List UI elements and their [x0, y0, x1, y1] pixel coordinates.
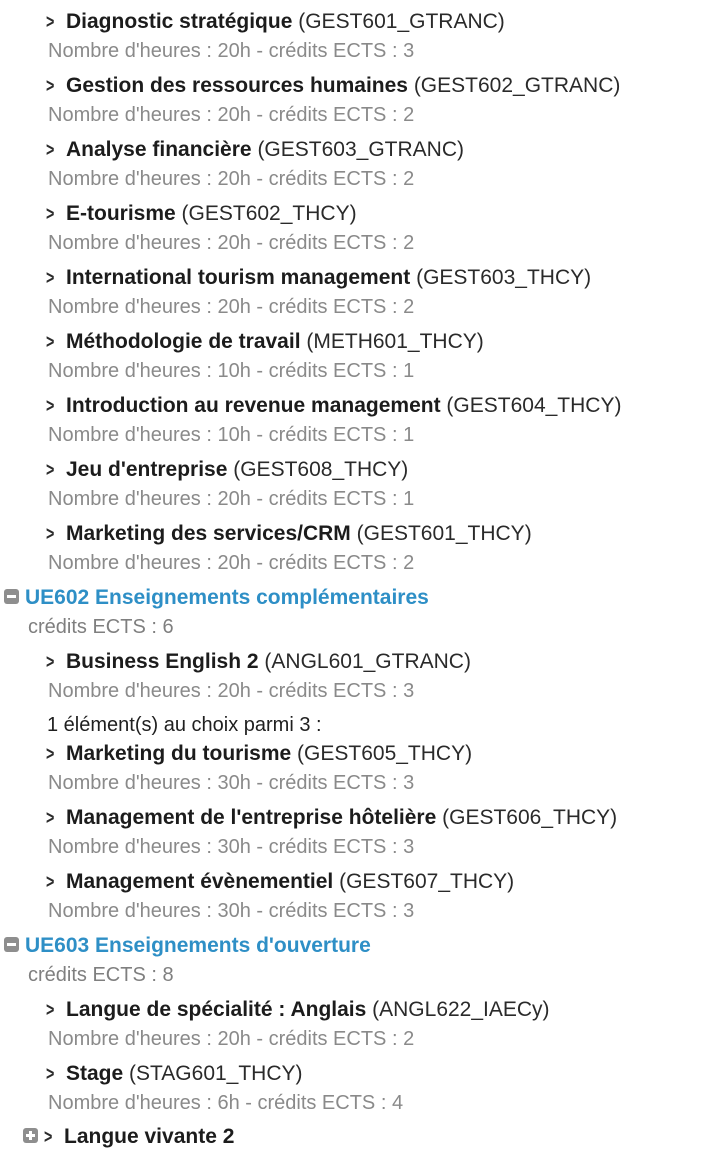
course-meta: Nombre d'heures : 20h - crédits ECTS : 2	[48, 168, 415, 190]
course-title-line[interactable]	[46, 739, 472, 769]
course-name[interactable]: International tourism management	[66, 266, 411, 289]
course-code: (GEST607_THCY)	[339, 870, 515, 893]
course-name[interactable]: Gestion des ressources humaines	[66, 74, 408, 97]
course-title-line[interactable]	[46, 803, 617, 833]
chevron-right-icon[interactable]: >	[46, 652, 55, 673]
course-title-line[interactable]	[46, 263, 591, 293]
choice-label: 1 élément(s) au choix parmi 3 :	[47, 714, 322, 736]
course-code: (GEST604_THCY)	[446, 394, 622, 417]
course-code: (GEST602_THCY)	[181, 202, 357, 225]
course-meta: Nombre d'heures : 6h - crédits ECTS : 4	[48, 1092, 404, 1114]
course-title-line[interactable]	[46, 391, 621, 421]
ue-title-line[interactable]	[4, 931, 371, 961]
course-item[interactable]	[46, 867, 514, 925]
ue-credits: crédits ECTS : 8	[28, 964, 174, 986]
course-name[interactable]: Analyse financière	[66, 138, 252, 161]
ue-credits: crédits ECTS : 6	[28, 616, 174, 638]
course-meta: Nombre d'heures : 20h - crédits ECTS : 2	[48, 552, 415, 574]
course-meta: Nombre d'heures : 20h - crédits ECTS : 1	[48, 488, 415, 510]
ue-title[interactable]: UE602 Enseignements complémentaires	[25, 586, 429, 609]
course-meta: Nombre d'heures : 20h - crédits ECTS : 2	[48, 296, 415, 318]
chevron-right-icon[interactable]: >	[46, 1064, 55, 1085]
course-item[interactable]	[46, 263, 591, 321]
chevron-right-icon[interactable]: >	[46, 1000, 55, 1021]
collapse-minus-icon[interactable]	[4, 937, 19, 952]
collapse-minus-icon[interactable]	[4, 589, 19, 604]
course-title-line[interactable]	[46, 7, 505, 37]
course-item[interactable]	[46, 391, 621, 449]
course-code: (METH601_THCY)	[306, 330, 484, 353]
course-meta: Nombre d'heures : 10h - crédits ECTS : 1	[48, 360, 415, 382]
course-item[interactable]	[46, 647, 471, 705]
course-meta: Nombre d'heures : 20h - crédits ECTS : 3	[48, 680, 415, 702]
course-item[interactable]	[46, 1059, 403, 1117]
course-item[interactable]	[46, 327, 484, 385]
course-code: (GEST603_THCY)	[416, 266, 592, 289]
course-item[interactable]	[46, 135, 464, 193]
chevron-right-icon[interactable]: >	[46, 396, 55, 417]
course-meta: Nombre d'heures : 30h - crédits ECTS : 3	[48, 836, 415, 858]
chevron-right-icon[interactable]: >	[46, 332, 55, 353]
course-meta: Nombre d'heures : 20h - crédits ECTS : 2	[48, 104, 415, 126]
course-item[interactable]	[46, 803, 617, 861]
course-item[interactable]	[46, 995, 550, 1053]
course-title-line[interactable]	[46, 995, 550, 1025]
course-code: (GEST606_THCY)	[442, 806, 618, 829]
course-name[interactable]: Jeu d'entreprise	[66, 458, 228, 481]
course-item[interactable]	[46, 519, 532, 577]
chevron-right-icon[interactable]: >	[44, 1127, 53, 1148]
course-title-line[interactable]	[46, 455, 414, 485]
course-title-line[interactable]	[46, 1059, 403, 1089]
ue-section-ue603	[4, 931, 371, 989]
course-meta: Nombre d'heures : 30h - crédits ECTS : 3	[48, 772, 415, 794]
course-title-line[interactable]	[46, 867, 514, 897]
chevron-right-icon[interactable]: >	[46, 744, 55, 765]
ue-section-ue602	[4, 583, 429, 641]
group-name[interactable]: Langue vivante 2	[64, 1125, 235, 1148]
expand-plus-icon[interactable]	[23, 1128, 38, 1143]
chevron-right-icon[interactable]: >	[46, 808, 55, 829]
course-code: (ANGL601_GTRANC)	[264, 650, 471, 673]
course-item[interactable]	[46, 199, 414, 257]
course-code: (GEST608_THCY)	[233, 458, 409, 481]
chevron-right-icon[interactable]: >	[46, 12, 55, 33]
course-code: (GEST601_GTRANC)	[298, 10, 505, 33]
course-meta: Nombre d'heures : 10h - crédits ECTS : 1	[48, 424, 415, 446]
chevron-right-icon[interactable]: >	[46, 204, 55, 225]
course-name[interactable]: Marketing des services/CRM	[66, 522, 351, 545]
chevron-right-icon[interactable]: >	[46, 140, 55, 161]
course-title-line[interactable]	[46, 71, 620, 101]
course-name[interactable]: Introduction au revenue management	[66, 394, 441, 417]
course-code: (STAG601_THCY)	[129, 1062, 303, 1085]
course-title-line[interactable]	[46, 647, 471, 677]
course-code: (GEST602_GTRANC)	[413, 74, 621, 97]
course-item[interactable]	[46, 71, 620, 129]
course-name[interactable]: Management de l'entreprise hôtelière	[66, 806, 437, 829]
course-item[interactable]	[46, 7, 505, 65]
course-title-line[interactable]	[46, 519, 532, 549]
ue-title-line[interactable]	[4, 583, 429, 613]
course-name[interactable]: Langue de spécialité : Anglais	[66, 998, 367, 1021]
course-code: (GEST605_THCY)	[297, 742, 473, 765]
chevron-right-icon[interactable]: >	[46, 268, 55, 289]
course-code: (GEST603_GTRANC)	[257, 138, 464, 161]
chevron-right-icon[interactable]: >	[46, 524, 55, 545]
ue-title[interactable]: UE603 Enseignements d'ouverture	[25, 934, 371, 957]
course-meta: Nombre d'heures : 20h - crédits ECTS : 3	[48, 40, 415, 62]
chevron-right-icon[interactable]: >	[46, 872, 55, 893]
course-item[interactable]	[46, 455, 414, 513]
course-name[interactable]: Marketing du tourisme	[66, 742, 292, 765]
course-title-line[interactable]	[46, 199, 414, 229]
chevron-right-icon[interactable]: >	[46, 460, 55, 481]
course-item[interactable]	[46, 739, 472, 797]
course-name[interactable]: Management évènementiel	[66, 870, 334, 893]
course-name[interactable]: Diagnostic stratégique	[66, 10, 293, 33]
course-name[interactable]: Méthodologie de travail	[66, 330, 301, 353]
group-item-langue-vivante-2[interactable]	[23, 1122, 234, 1152]
course-title-line[interactable]	[46, 135, 464, 165]
course-name[interactable]: Business English 2	[66, 650, 259, 673]
course-meta: Nombre d'heures : 20h - crédits ECTS : 2	[48, 232, 415, 254]
course-title-line[interactable]	[46, 327, 484, 357]
chevron-right-icon[interactable]: >	[46, 76, 55, 97]
course-code: (GEST601_THCY)	[356, 522, 532, 545]
course-meta: Nombre d'heures : 20h - crédits ECTS : 2	[48, 1028, 415, 1050]
course-name[interactable]: E-tourisme	[66, 202, 176, 225]
course-code: (ANGL622_IAECy)	[372, 998, 550, 1021]
course-meta: Nombre d'heures : 30h - crédits ECTS : 3	[48, 900, 415, 922]
course-name[interactable]: Stage	[66, 1062, 124, 1085]
